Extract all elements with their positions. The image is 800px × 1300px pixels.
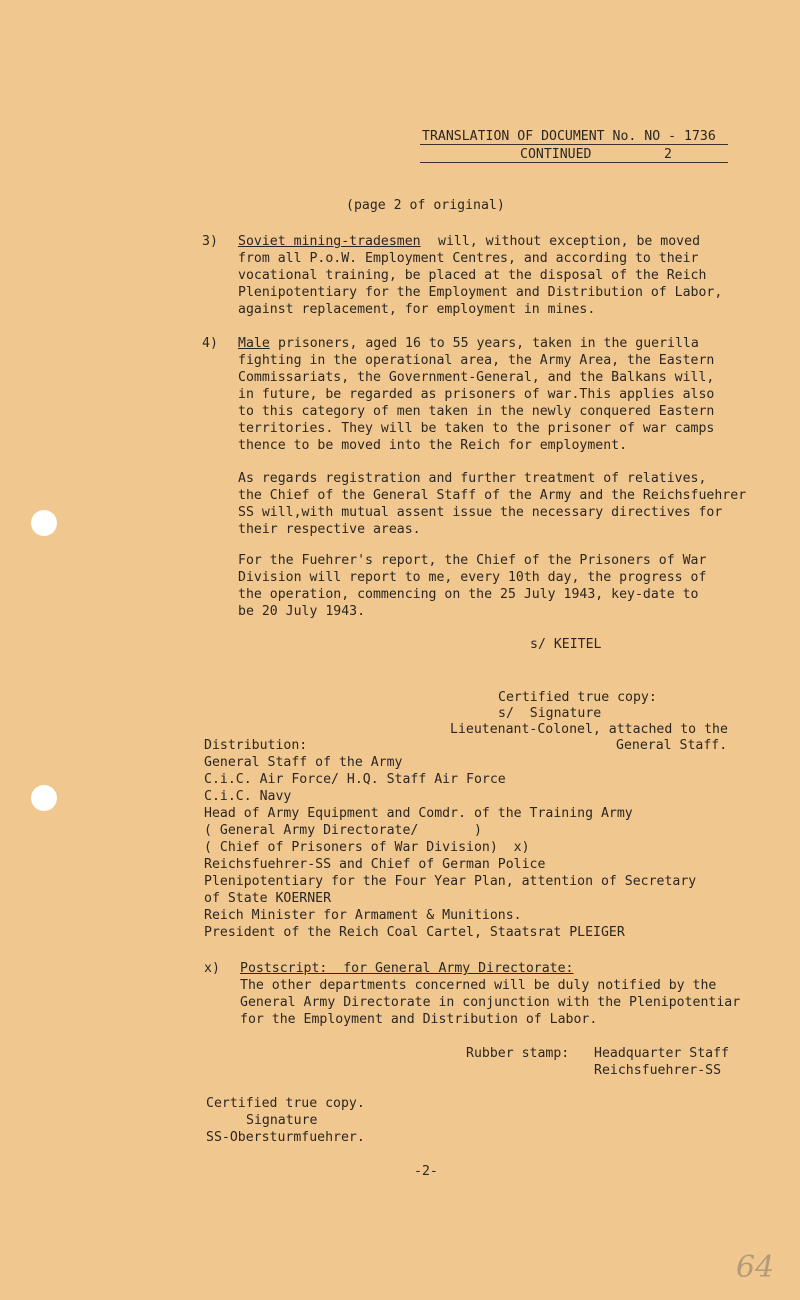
para4-line: to this category of men taken in the newly conquered Eastern <box>238 404 715 419</box>
certification-line: General Staff. <box>616 738 728 753</box>
stamp-line: Headquarter Staff <box>594 1046 729 1061</box>
header-continued: CONTINUED <box>520 147 592 162</box>
distribution-item: C.i.C. Air Force/ H.Q. Staff Air Force <box>204 772 506 787</box>
postscript-line: for the Employment and Distribution of Labor. <box>240 1012 598 1027</box>
certification-line: s/ Signature <box>498 706 602 721</box>
para4-line: Commissariats, the Government-General, and the Balkans will, <box>238 370 715 385</box>
page-number: -2- <box>414 1164 438 1179</box>
distribution-item: Reichsfuehrer-SS and Chief of German Police <box>204 857 546 872</box>
report-line: Division will report to me, every 10th day, the progress of <box>238 570 707 585</box>
relatives-line: As regards registration and further treatment of relatives, <box>238 471 707 486</box>
certification-line: Certified true copy: <box>498 690 657 705</box>
relatives-line: SS will,with mutual assent issue the necessary directives for <box>238 505 723 520</box>
para3-line: from all P.o.W. Employment Centres, and according to their <box>238 251 699 266</box>
para4-subject: Male <box>238 336 270 351</box>
para4-line: prisoners, aged 16 to 55 years, taken in the guerilla <box>278 336 699 351</box>
para3-line: Plenipotentiary for the Employment and Distribution of Labor, <box>238 285 723 300</box>
punch-hole <box>31 510 57 536</box>
para3-line: against replacement, for employment in mines. <box>238 302 596 317</box>
para3-line: vocational training, be placed at the disposal of the Reich <box>238 268 707 283</box>
postscript-mark: x) <box>204 961 220 976</box>
para3-number: 3) <box>202 234 218 249</box>
header-title: TRANSLATION OF DOCUMENT No. NO - 1736 <box>422 129 716 144</box>
postscript-heading: Postscript: for General Army Directorate: <box>240 961 574 976</box>
para3-line: will, without exception, be moved <box>438 234 701 249</box>
report-line: be 20 July 1943. <box>238 604 366 619</box>
para4-number: 4) <box>202 336 218 351</box>
stamp-line: Reichsfuehrer-SS <box>594 1063 722 1078</box>
distribution-item: General Staff of the Army <box>204 755 403 770</box>
para4-line: in future, be regarded as prisoners of war.This applies also <box>238 387 715 402</box>
final-cert-line: Signature <box>246 1113 318 1128</box>
para4-line: fighting in the operational area, the Army Area, the Eastern <box>238 353 715 368</box>
stamp-label: Rubber stamp: <box>466 1046 570 1061</box>
report-line: For the Fuehrer's report, the Chief of the Prisoners of War <box>238 553 707 568</box>
distribution-item: ( Chief of Prisoners of War Division) x) <box>204 840 530 855</box>
distribution-item: C.i.C. Navy <box>204 789 292 804</box>
relatives-line: the Chief of the General Staff of the Army and the Reichsfuehrer <box>238 488 747 503</box>
para3-subject: Soviet mining-tradesmen <box>238 234 421 249</box>
distribution-heading: Distribution: <box>204 738 308 753</box>
header-rule <box>420 162 728 163</box>
report-line: the operation, commencing on the 25 July 1943, key-date to <box>238 587 699 602</box>
postscript-line: General Army Directorate in conjunction with the Plenipotentiar <box>240 995 741 1010</box>
final-cert-line: SS-Obersturmfuehrer. <box>206 1130 365 1145</box>
certification-line: Lieutenant-Colonel, attached to the <box>450 722 728 737</box>
distribution-item: ( General Army Directorate/ ) <box>204 823 482 838</box>
header-page-mark: 2 <box>664 147 672 162</box>
page-note: (page 2 of original) <box>346 198 505 213</box>
para4-line: territories. They will be taken to the prisoner of war camps <box>238 421 715 436</box>
relatives-line: their respective areas. <box>238 522 421 537</box>
header-rule <box>420 144 728 145</box>
signature-keitel: s/ KEITEL <box>530 637 602 652</box>
punch-hole <box>31 785 57 811</box>
distribution-item: Plenipotentiary for the Four Year Plan, attention of Secretary <box>204 874 697 889</box>
distribution-item: Head of Army Equipment and Comdr. of the Training Army <box>204 806 633 821</box>
folio-mark: 64 <box>736 1250 775 1285</box>
distribution-item: Reich Minister for Armament & Munitions. <box>204 908 522 923</box>
postscript-line: The other departments concerned will be duly notified by the <box>240 978 717 993</box>
para4-line: thence to be moved into the Reich for employment. <box>238 438 628 453</box>
distribution-item: President of the Reich Coal Cartel, Staatsrat PLEIGER <box>204 925 625 940</box>
distribution-item: of State KOERNER <box>204 891 332 906</box>
final-cert-line: Certified true copy. <box>206 1096 365 1111</box>
